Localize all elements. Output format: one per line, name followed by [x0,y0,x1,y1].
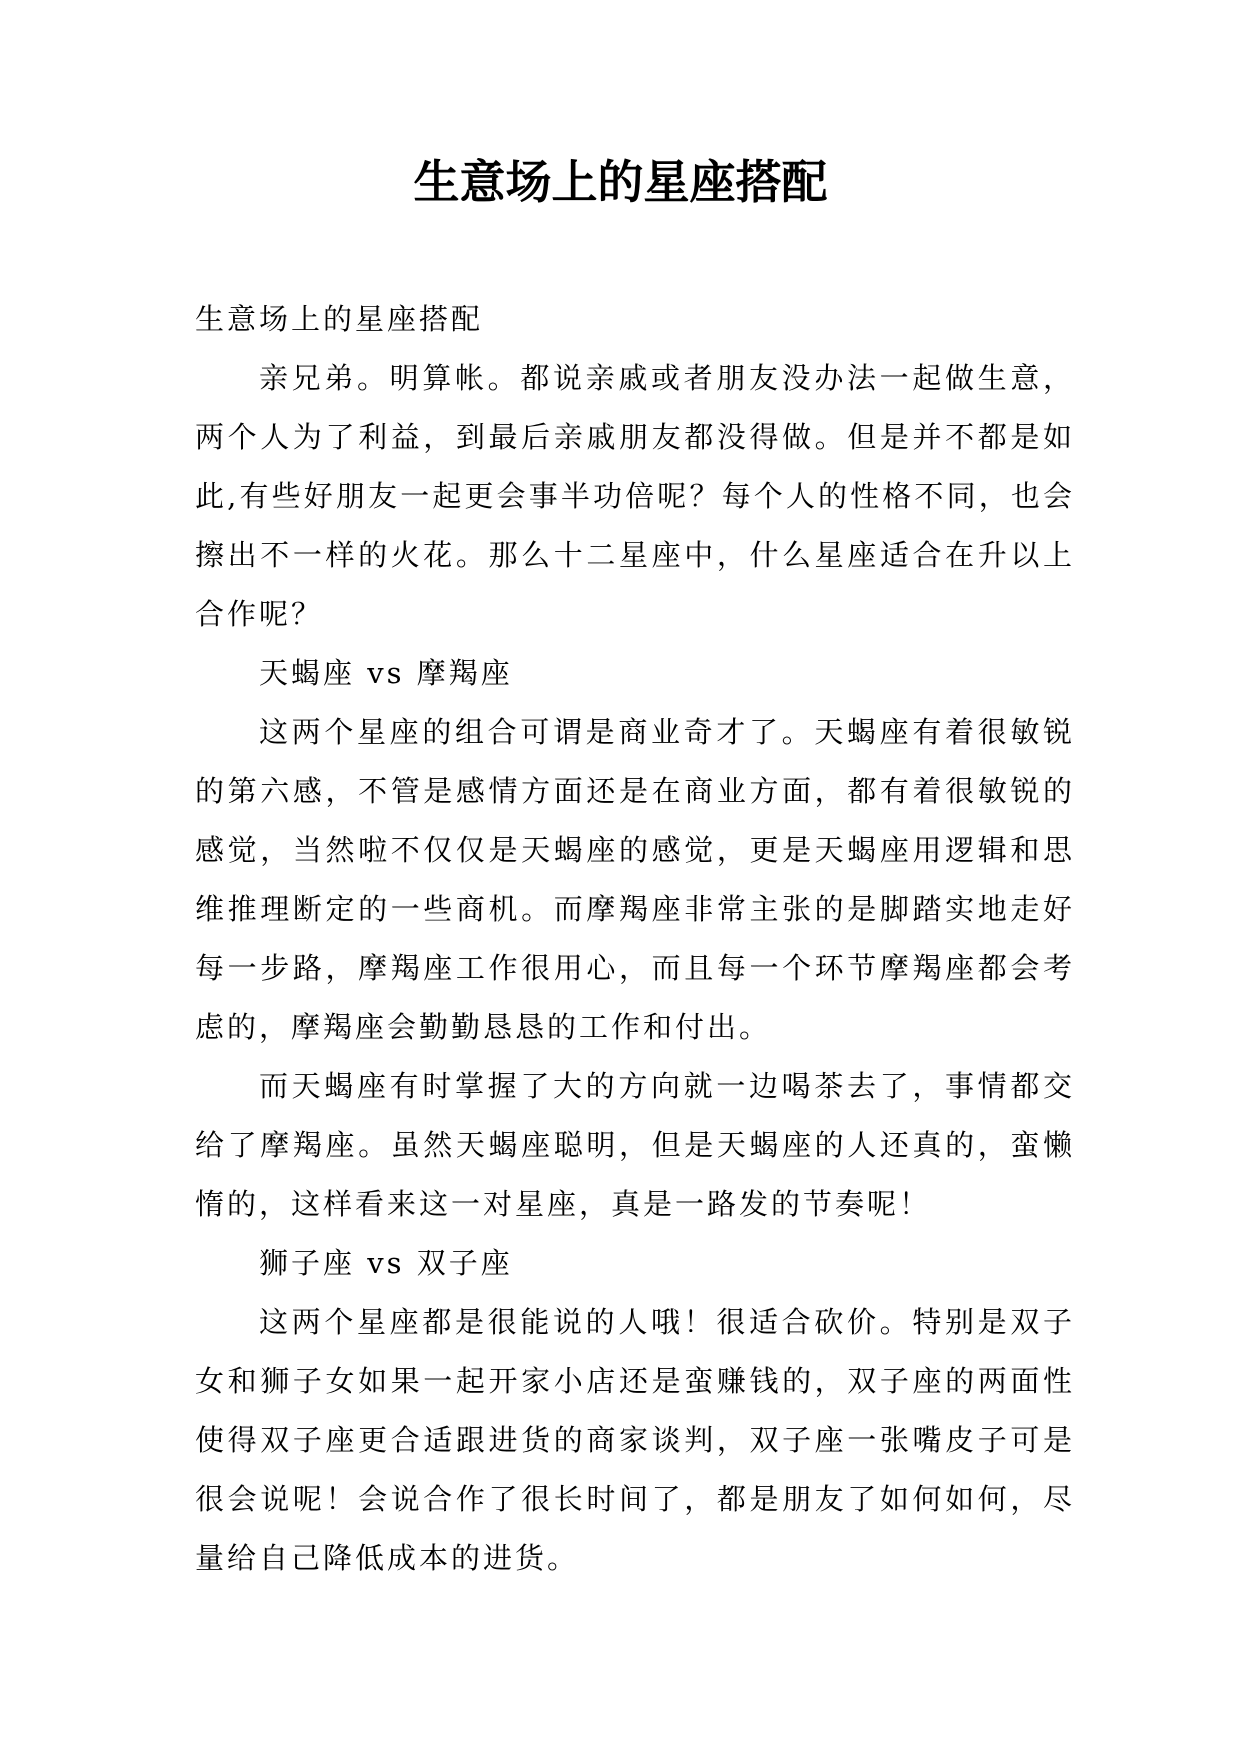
paragraph-scorpio-capricorn-1: 这两个星座的组合可谓是商业奇才了。天蝎座有着很敏锐的第六感，不管是感情方面还是在商业方面，都有着很敏锐的感觉，当然啦不仅仅是天蝎座的感觉，更是天蝎座用逻辑和思维推理断定的一些商机。而摩羯座非常主张的是脚踏实地走好每一步路，摩羯座工作很用心，而且每一个环节摩羯座都会考虑的，摩羯座会勤勤恳恳的工作和付出。 [195,715,1075,1044]
section-heading-leo-gemini: 狮子座 vs 双子座 [259,1246,513,1280]
document-subtitle: 生意场上的星座搭配 [195,302,484,336]
paragraph-leo-gemini: 这两个星座都是很能说的人哦！很适合砍价。特别是双子女和狮子女如果一起开家小店还是蛮赚钱的，双子座的两面性使得双子座更合适跟进货的商家谈判，双子座一张嘴皮子可是很会说呢！会说合作了很长时间了，都是朋友了如何如何，尽量给自己降低成本的进货。 [195,1305,1075,1575]
document-body [195,290,1075,1588]
document-title: 生意场上的星座搭配 [413,155,828,209]
paragraph-intro: 亲兄弟。明算帐。都说亲戚或者朋友没办法一起做生意，两个人为了利益，到最后亲戚朋友都没得做。但是并不都是如此,有些好朋友一起更会事半功倍呢？每个人的性格不同，也会擦出不一样的火花。那么十二星座中，什么星座适合在升以上合作呢？ [195,361,1075,631]
paragraph-scorpio-capricorn-2: 而天蝎座有时掌握了大的方向就一边喝茶去了，事情都交给了摩羯座。虽然天蝎座聪明，但是天蝎座的人还真的，蛮懒惰的，这样看来这一对星座，真是一路发的节奏呢！ [195,1069,1075,1221]
section-heading-scorpio-capricorn: 天蝎座 vs 摩羯座 [259,656,513,690]
